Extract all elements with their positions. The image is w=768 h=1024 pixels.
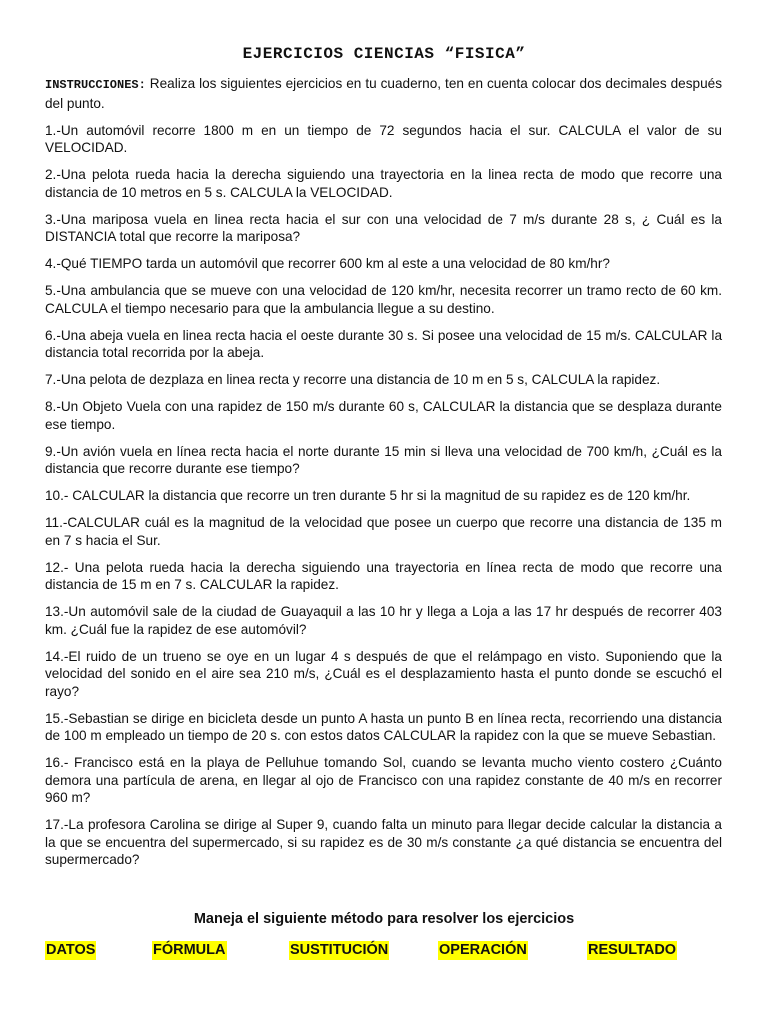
exercise-item: 17.-La profesora Carolina se dirige al Super 9, cuando falta un minuto para llegar decide calcular la distancia a la que se encuentra del supermercado, si su rapidez es de 30 m/s constante ¿a qué distancia se encuentra del supermercado? [45,817,722,867]
method-steps [45,941,725,961]
exercise-item: 12.- Una pelota rueda hacia la derecha siguiendo una trayectoria en línea recta de modo que recorre una distancia de 15 m en 7 s. CALCULAR la rapidez. [45,559,722,592]
exercise-item: 14.-El ruido de un trueno se oye en un lugar 4 s después de que el relámpago en visto. Suponiendo que la velocidad del sonido en el aire sea 210 m/s, ¿Cuál es el desplazamiento hasta el punto donde se escuchó el rayo? [45,648,722,699]
exercise-item: 10.- CALCULAR la distancia que recorre un tren durante 5 hr si la magnitud de su rapidez es de 120 km/hr. [45,488,691,503]
instructions-paragraph [45,75,722,112]
exercise-item: 7.-Una pelota de dezplaza en linea recta y recorre una distancia de 10 m en 5 s, CALCULA la rapidez. [45,372,661,387]
exercise-item: 16.- Francisco está en la playa de Pelluhue tomando Sol, cuando se levanta mucho viento costero ¿Cuánto demora una partícula de arena, en llegar al ojo de Francisco con una rapidez constante de 40 m/s en recorrer 960 m? [45,755,722,805]
exercise-item: 5.-Una ambulancia que se mueve con una velocidad de 120 km/hr, necesita recorrer un tramo recto de 60 km. CALCULA el tiempo necesario para que la ambulancia llegue a su destino. [45,283,722,316]
exercise-item: 1.-Un automóvil recorre 1800 m en un tiempo de 72 segundos hacia el sur. CALCULA el valor de su VELOCIDAD. [45,122,722,155]
method-step-operacion: OPERACIÓN [439,942,527,958]
method-title: Maneja el siguiente método para resolver los ejercicios [193,911,575,927]
exercise-item: 9.-Un avión vuela en línea recta hacia el norte durante 15 min si lleva una velocidad de 700 km/h, ¿Cuál es la distancia que recorre durante ese tiempo? [45,443,722,476]
exercise-item: 3.-Una mariposa vuela en linea recta hacia el sur con una velocidad de 7 m/s durante 28 s, ¿ Cuál es la DISTANCIA total que recorre la mariposa? [45,211,722,244]
page-title: EJERCICIOS CIENCIAS “FISICA” [242,45,526,63]
method-step-formula: FÓRMULA [153,942,226,958]
exercise-item: 13.-Un automóvil sale de la ciudad de Guayaquil a las 10 hr y llega a Loja a las 17 hr después de recorrer 403 km. ¿Cuál fue la rapidez de ese automóvil? [45,604,722,637]
exercise-item: 4.-Qué TIEMPO tarda un automóvil que recorrer 600 km al este a una velocidad de 80 km/hr? [45,256,610,271]
document-body [45,75,722,878]
method-step-sustitucion: SUSTITUCIÓN [290,942,389,958]
method-step-datos: DATOS [46,942,96,958]
exercise-item: 8.-Un Objeto Vuela con una rapidez de 150 m/s durante 60 s, CALCULAR la distancia que se desplaza durante ese tiempo. [45,399,722,432]
exercise-item: 15.-Sebastian se dirige en bicicleta desde un punto A hasta un punto B en línea recta, recorriendo una distancia de 100 m empleado un tiempo de 20 s. con estos datos CALCULAR la rapidez con la que se mueve Sebastian. [45,710,722,743]
method-step-resultado: RESULTADO [588,942,677,958]
exercise-item: 11.-CALCULAR cuál es la magnitud de la velocidad que posee un cuerpo que recorre una distancia de 135 m en 7 s hacia el Sur. [45,515,722,548]
instructions-label: INSTRUCCIONES: [45,78,146,92]
exercise-item: 6.-Una abeja vuela en linea recta hacia el oeste durante 30 s. Si posee una velocidad de 15 m/s. CALCULAR la distancia total recorrida por la abeja. [45,327,722,360]
exercise-item: 2.-Una pelota rueda hacia la derecha siguiendo una trayectoria en la linea recta de modo que recorre una distancia de 10 metros en 5 s. CALCULA la VELOCIDAD. [45,167,722,200]
instructions-text: Realiza los siguientes ejercicios en tu cuaderno, ten en cuenta colocar dos decimales después del punto. [45,76,722,111]
